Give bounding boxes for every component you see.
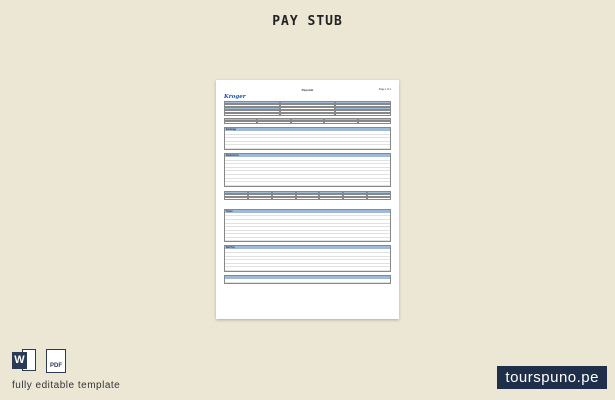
deductions-section (224, 153, 391, 187)
word-document-icon: W (12, 349, 38, 371)
summary-section (224, 275, 391, 284)
company-logo: Kroger (224, 94, 246, 100)
brand-badge[interactable]: tourspuno.pe (497, 366, 607, 389)
editable-template-caption: fully editable template (12, 380, 121, 391)
file-format-icons (12, 349, 66, 373)
deductions-title: Deductions (225, 154, 390, 157)
net-pay-title: Net Pay (225, 246, 390, 249)
document-header (224, 86, 391, 94)
earnings-section (224, 127, 391, 150)
earnings-title: Earnings (225, 128, 390, 131)
taxes-title: Taxes (225, 210, 390, 213)
pdf-file-icon: PDF (46, 349, 66, 373)
taxes-section (224, 209, 391, 243)
pay-stub-document (216, 80, 399, 319)
document-title: Paystub (301, 88, 314, 92)
net-pay-section (224, 245, 391, 272)
page-title: PAY STUB (272, 14, 343, 29)
page-number: Page 1 of 1 (378, 88, 391, 91)
pay-period-row (224, 121, 391, 124)
